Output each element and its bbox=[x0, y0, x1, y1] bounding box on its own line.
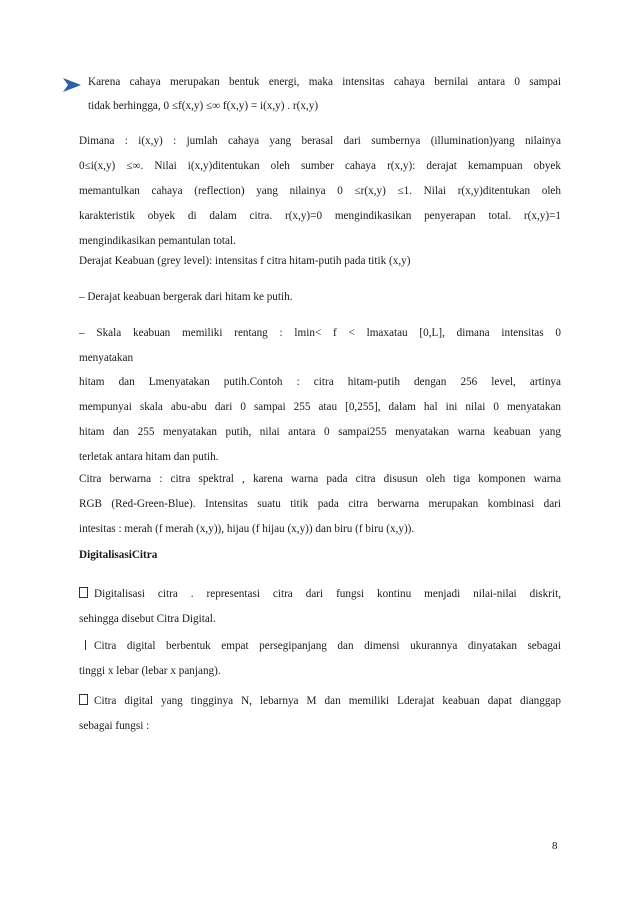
bullet-text: Digitalisasi citra . representasi citra dari fungsi kontinu menjadi nilai-nilai diskrit, bbox=[94, 588, 561, 600]
paragraph-grey-direction bbox=[79, 285, 561, 310]
text-line: sebagai fungsi : bbox=[79, 720, 150, 732]
text-line bbox=[79, 582, 561, 607]
paragraph-example bbox=[79, 370, 561, 470]
text-line: Citra berwarna : citra spektral , karena warna pada citra disusun oleh tiga komponen warna bbox=[79, 473, 561, 485]
square-bullet-icon bbox=[79, 587, 88, 598]
page-number: 8 bbox=[552, 840, 558, 852]
text-line: terletak antara hitam dan putih. bbox=[79, 451, 219, 463]
text-line bbox=[79, 689, 561, 714]
arrow-bullet-icon bbox=[63, 78, 81, 92]
text-line: sehingga disebut Citra Digital. bbox=[79, 613, 216, 625]
paragraph-color-image bbox=[79, 467, 561, 542]
text-line: Derajat Keabuan (grey level): intensitas f citra hitam-putih pada titik (x,y) bbox=[79, 255, 411, 267]
text-line: tinggi x lebar (lebar x panjang). bbox=[79, 665, 221, 677]
paragraph-grey-scale bbox=[79, 321, 561, 371]
text-line: karakteristik obyek di dalam citra. r(x,y)=0 mengindikasikan penyerapan total. r(x,y)=1 bbox=[79, 210, 561, 222]
paragraph-intensity-cont bbox=[88, 94, 561, 119]
paragraph-intensity bbox=[88, 70, 561, 95]
text-line: hitam dan Lmenyatakan putih.Contoh : citra hitam-putih dengan 256 level, artinya bbox=[79, 376, 561, 388]
text-line: menyatakan bbox=[79, 352, 134, 364]
bar-bullet-icon bbox=[85, 640, 86, 650]
text-line: tidak berhingga, 0 ≤f(x,y) ≤∞ f(x,y) = i(x,y) . r(x,y) bbox=[88, 100, 319, 112]
text-line: Karena cahaya merupakan bentuk energi, maka intensitas cahaya bernilai antara 0 sampai bbox=[88, 76, 561, 88]
paragraph-grey-level bbox=[79, 249, 561, 274]
text-line: mempunyai skala abu-abu dari 0 sampai 255 atau [0,255], dalam hal ini nilai 0 menyatakan bbox=[79, 401, 561, 413]
text-line: 0≤i(x,y) ≤∞. Nilai i(x,y)ditentukan oleh sumber cahaya r(x,y): derajat kemampuan obyek bbox=[79, 160, 561, 172]
bullet-rectangle bbox=[79, 634, 561, 684]
text-line: – Skala keabuan memiliki rentang : lmin< f < lmaxatau [0,L], dimana intensitas 0 bbox=[79, 327, 561, 339]
paragraph-dimana bbox=[79, 129, 561, 254]
bullet-digitalization bbox=[79, 582, 561, 632]
text-line: memantulkan cahaya (reflection) yang nilainya 0 ≤r(x,y) ≤1. Nilai r(x,y)ditentukan oleh bbox=[79, 185, 561, 197]
text-line: RGB (Red-Green-Blue). Intensitas suatu titik pada citra berwarna merupakan kombinasi dari bbox=[79, 498, 561, 510]
bullet-text: Citra digital yang tingginya N, lebarnya M dan memiliki Lderajat keabuan dapat dianggap bbox=[94, 695, 561, 707]
text-line: Dimana : i(x,y) : jumlah cahaya yang berasal dari sumbernya (illumination)yang nilainya bbox=[79, 135, 561, 147]
text-line: intesitas : merah (f merah (x,y)), hijau (f hijau (x,y)) dan biru (f biru (x,y)). bbox=[79, 523, 415, 535]
text-line: hitam dan 255 menyatakan putih, nilai antara 0 sampai255 menyatakan warna keabuan yang bbox=[79, 426, 561, 438]
text-line: – Derajat keabuan bergerak dari hitam ke putih. bbox=[79, 291, 293, 303]
square-bullet-icon bbox=[79, 694, 88, 705]
heading-text: DigitalisasiCitra bbox=[79, 549, 158, 561]
bullet-text: Citra digital berbentuk empat persegipanjang dan dimensi ukurannya dinyatakan sebagai bbox=[94, 640, 561, 652]
section-heading bbox=[79, 543, 561, 568]
text-line: mengindikasikan pemantulan total. bbox=[79, 235, 236, 247]
text-line bbox=[79, 634, 561, 659]
bullet-function bbox=[79, 689, 561, 739]
